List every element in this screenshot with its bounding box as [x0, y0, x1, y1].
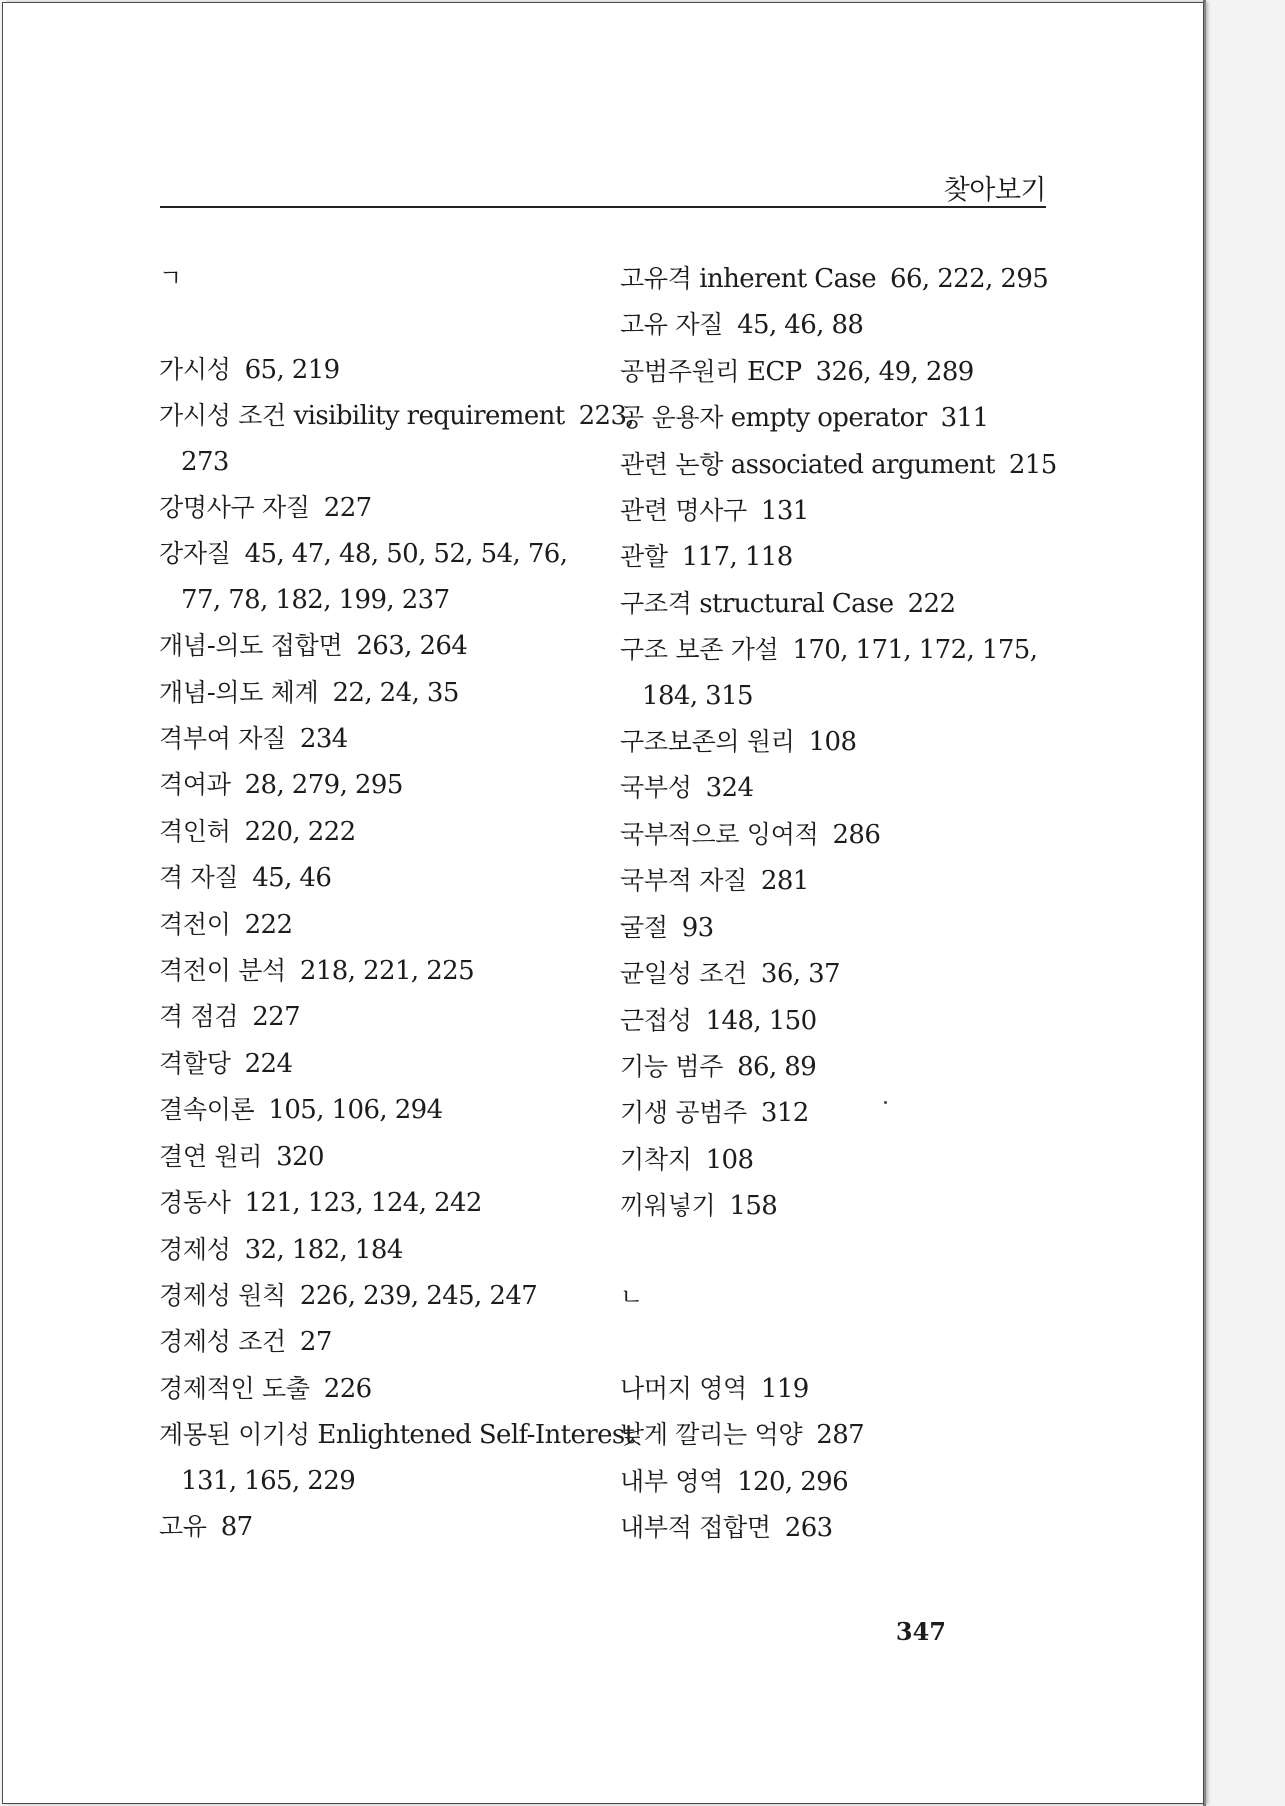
index-term: 고유: [159, 1511, 207, 1541]
index-term: 격여과: [159, 770, 231, 800]
index-entry: [620, 812, 1060, 858]
index-entry: [159, 902, 599, 948]
index-term: 균일성 조건: [620, 959, 747, 989]
index-entry: [620, 905, 1060, 951]
index-term-english: structural Case: [699, 588, 894, 619]
index-entry: [159, 670, 599, 716]
index-entry: [159, 1180, 599, 1226]
index-pages: 117, 118: [681, 542, 793, 573]
index-pages: 28, 279, 295: [244, 770, 403, 801]
index-pages: 226: [323, 1373, 372, 1404]
index-pages: 65, 219: [244, 354, 340, 385]
page-number: 347: [895, 1617, 946, 1646]
index-term: 구조 보존 가설: [620, 635, 779, 665]
index-pages: 87: [220, 1511, 253, 1542]
index-column-left: [159, 256, 635, 1550]
index-term: 개념-의도 체계: [159, 677, 319, 707]
index-entry: [620, 1183, 1060, 1229]
index-term: 경제성 원칙: [159, 1280, 286, 1310]
index-entry: [159, 1087, 599, 1133]
index-entry: [159, 485, 599, 531]
index-pages: 131, 165, 229: [181, 1465, 356, 1496]
index-spacer: [620, 1230, 1060, 1275]
index-entry: [159, 1041, 599, 1087]
index-spacer: [620, 1320, 1060, 1365]
index-entry: [159, 716, 599, 762]
index-pages: 108: [808, 727, 857, 758]
index-term: 근접성: [620, 1005, 692, 1035]
index-term: 결속이론: [159, 1095, 255, 1125]
index-term: 국부성: [620, 773, 692, 803]
index-entry: [620, 1412, 1060, 1458]
index-term: 구조격: [620, 588, 692, 618]
index-term-english: associated argument: [730, 449, 995, 480]
index-spacer: [159, 301, 599, 346]
index-entry: [620, 256, 1060, 302]
index-term: 구조보존의 원리: [620, 727, 795, 757]
index-entry: [620, 1366, 1060, 1412]
index-pages: 287: [816, 1420, 865, 1451]
index-pages: 263, 264: [356, 631, 468, 662]
index-pages: 170, 171, 172, 175,: [792, 635, 1038, 666]
index-pages: 273: [181, 446, 229, 477]
index-pages: 158: [729, 1191, 778, 1222]
index-term: 격할당: [159, 1048, 231, 1078]
index-term: 고유격: [620, 264, 692, 293]
index-pages: 218, 221, 225: [299, 956, 475, 987]
index-pages: 86, 89: [737, 1051, 817, 1082]
index-entry: [620, 302, 1060, 348]
index-entry: [620, 998, 1060, 1044]
index-pages: 36, 37: [760, 959, 841, 990]
index-pages: 324: [705, 773, 754, 804]
index-term: 공범주원리: [620, 356, 740, 386]
index-entry-continuation: [159, 1459, 599, 1504]
index-term: 국부적으로 잉여적: [620, 819, 819, 849]
index-entry: [159, 994, 599, 1040]
index-pages: 22, 24, 35: [332, 677, 459, 708]
index-entry: [620, 951, 1060, 997]
index-section-letter: ㄴ: [620, 1282, 643, 1311]
index-entry: [620, 1090, 1060, 1136]
index-entry: [620, 1459, 1060, 1505]
index-term: 관련 논항: [620, 449, 724, 479]
index-entry: [620, 765, 1060, 811]
document-page: [2, 2, 1204, 1804]
index-term: 국부적 자질: [620, 866, 747, 896]
index-pages: 320: [276, 1141, 324, 1172]
index-entry: [620, 534, 1060, 580]
index-term: 관련 명사구: [620, 496, 747, 526]
index-column-right: [620, 256, 1060, 1551]
index-pages: 45, 47, 48, 50, 52, 54, 76,: [244, 539, 568, 570]
index-term-english: visibility requirement: [293, 401, 565, 432]
index-entry: [620, 1044, 1060, 1090]
index-entry: [159, 1273, 599, 1319]
index-term: 경제적인 도출: [159, 1373, 310, 1403]
index-term: 격 점검: [159, 1002, 239, 1032]
index-entry: [159, 855, 599, 901]
index-entry: [620, 581, 1060, 627]
index-term: 관할: [620, 542, 668, 572]
index-pages: 326, 49, 289: [815, 356, 974, 387]
index-pages: 108: [705, 1144, 754, 1175]
index-entry: [620, 627, 1060, 673]
index-entry: [159, 1412, 635, 1458]
index-entry: [159, 809, 599, 855]
index-entry: [159, 762, 599, 808]
running-header: 찾아보기: [943, 175, 1046, 206]
index-term: 경동사: [159, 1188, 231, 1218]
index-pages: 45, 46, 88: [737, 310, 864, 341]
index-term: 경제성 조건: [159, 1327, 286, 1357]
index-term: 강명사구 자질: [159, 493, 310, 523]
index-entry: [620, 1505, 1060, 1551]
index-term: 고유 자질: [620, 310, 724, 340]
index-pages: 148, 150: [705, 1005, 817, 1036]
index-pages: 220, 222: [244, 816, 356, 847]
index-term-english: ECP: [746, 356, 802, 387]
index-pages: 131: [760, 496, 809, 527]
index-pages: 66, 222, 295: [890, 264, 1049, 294]
index-pages: 281: [760, 866, 809, 897]
index-entry-continuation: [620, 674, 1060, 719]
index-pages: 227: [323, 493, 372, 524]
index-term: 내부 영역: [620, 1466, 724, 1496]
index-term: 내부적 접합면: [620, 1512, 771, 1542]
index-entry: [620, 858, 1060, 904]
index-entry: [620, 442, 1060, 488]
index-term: 강자질: [159, 539, 231, 569]
index-entry: [159, 1504, 599, 1550]
index-pages: 263: [784, 1512, 833, 1543]
index-entry-continuation: [159, 440, 599, 485]
index-term: 가시성 조건: [159, 401, 286, 431]
index-term: 격전이: [159, 909, 231, 939]
index-term: 경제성: [159, 1234, 231, 1264]
index-term: 개념-의도 접합면: [159, 631, 343, 661]
index-pages: 27: [299, 1327, 332, 1358]
index-term: 기능 범주: [620, 1051, 724, 1081]
index-entry: [159, 1366, 599, 1412]
index-term-english: empty operator: [730, 403, 927, 434]
index-pages: 227: [252, 1002, 301, 1033]
index-pages: 121, 123, 124, 242: [244, 1188, 482, 1219]
index-pages: 119: [760, 1373, 809, 1404]
index-entry: [159, 623, 599, 669]
index-term: 굴절: [620, 912, 668, 942]
index-pages: 222: [907, 588, 956, 619]
index-entry-continuation: [159, 578, 599, 623]
index-entry: [159, 393, 635, 439]
index-term: 공 운용자: [620, 403, 724, 433]
index-section-letter: ㄱ: [159, 264, 182, 292]
index-term-english: inherent Case: [699, 264, 877, 294]
index-term: 가시성: [159, 354, 231, 384]
index-entry: [159, 1134, 599, 1180]
index-pages: 120, 296: [737, 1466, 849, 1497]
index-term: 격인허: [159, 816, 231, 846]
index-entry: [159, 948, 599, 994]
index-pages: 311: [940, 403, 989, 434]
index-pages: 286: [832, 819, 881, 850]
index-entry: [620, 349, 1060, 395]
index-pages: 234: [299, 724, 348, 755]
index-term: 끼워넣기: [620, 1191, 716, 1221]
index-term: 계몽된 이기성: [159, 1420, 310, 1450]
index-term: 나머지 영역: [620, 1373, 747, 1403]
scan-speck: [884, 1101, 887, 1104]
index-pages: 222: [244, 909, 293, 940]
index-term: 결연 원리: [159, 1141, 263, 1171]
index-pages: 32, 182, 184: [244, 1234, 403, 1265]
index-entry: [620, 1137, 1060, 1183]
index-pages: 45, 46: [252, 863, 332, 894]
header-rule: [160, 206, 1046, 208]
index-pages: 215: [1008, 449, 1057, 480]
index-pages: 105, 106, 294: [268, 1095, 443, 1126]
index-term: 격 자질: [159, 863, 239, 893]
index-term: 기생 공범주: [620, 1098, 747, 1128]
index-entry: [159, 1227, 599, 1273]
index-entry: [620, 488, 1060, 534]
index-term: 기착지: [620, 1144, 692, 1174]
index-pages: 312: [760, 1098, 809, 1129]
index-term: 격부여 자질: [159, 724, 286, 754]
index-entry: [159, 531, 599, 577]
index-entry: [620, 719, 1060, 765]
index-term: 격전이 분석: [159, 956, 286, 986]
index-pages: 224: [244, 1048, 293, 1079]
index-pages: 223,: [578, 401, 635, 432]
index-entry: [159, 347, 599, 393]
index-pages: 226, 239, 245, 247: [299, 1280, 538, 1311]
index-term-english: Enlightened Self-Interest: [317, 1420, 635, 1451]
index-pages: 93: [681, 912, 714, 943]
index-entry: [620, 395, 1060, 441]
index-pages: 77, 78, 182, 199, 237: [181, 584, 450, 615]
index-term: 낮게 깔리는 억양: [620, 1420, 803, 1450]
index-pages: 184, 315: [642, 680, 753, 711]
index-entry: [159, 1319, 599, 1365]
